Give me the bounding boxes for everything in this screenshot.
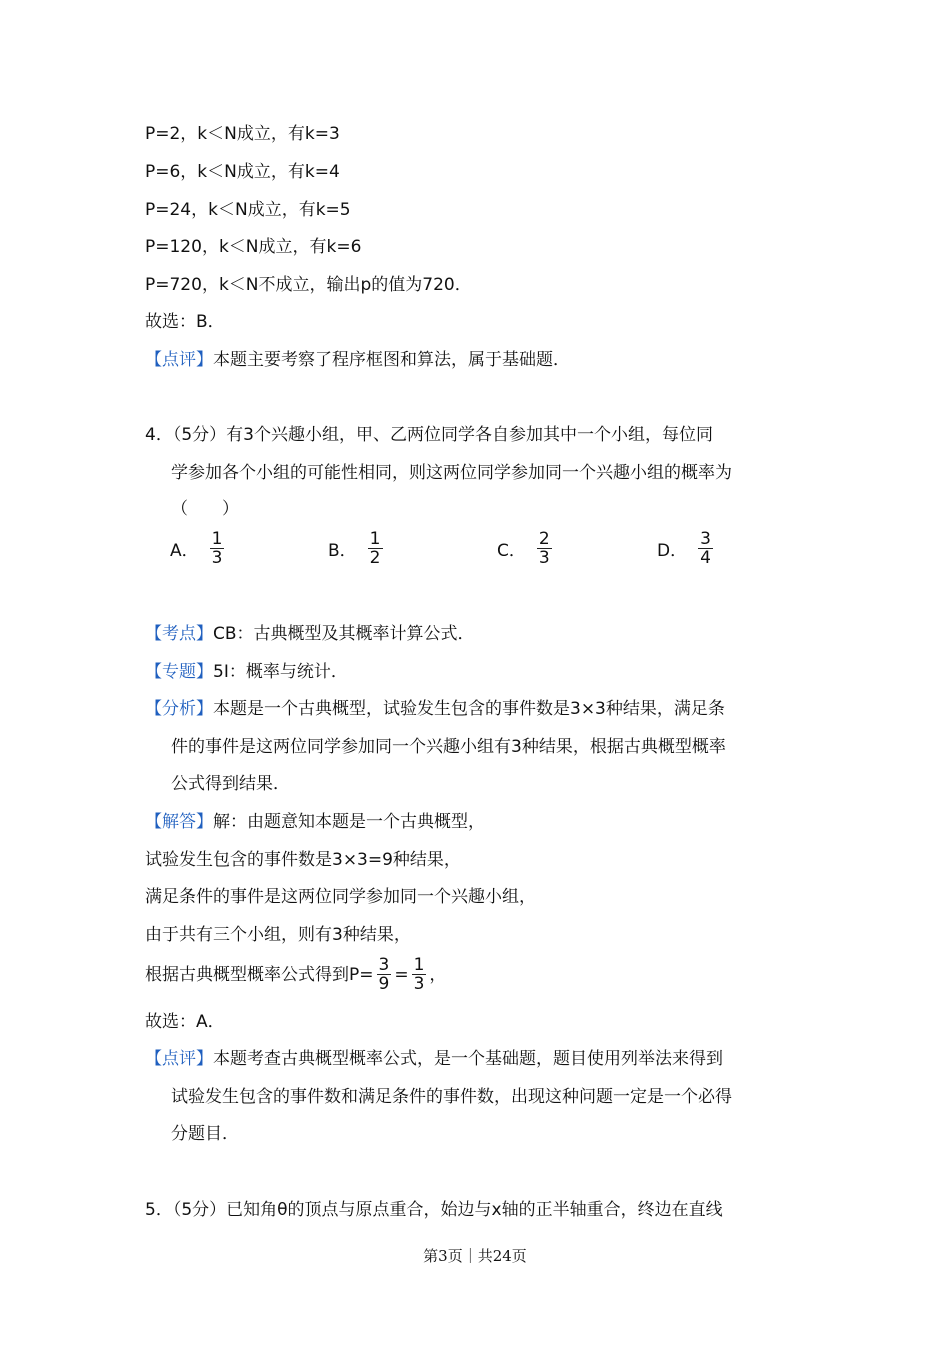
equals-sign: = bbox=[394, 964, 409, 985]
denominator: 3 bbox=[413, 974, 425, 994]
jieda-line-3: 满足条件的事件是这两位同学参加同一个兴趣小组， bbox=[145, 887, 536, 907]
denominator: 3 bbox=[211, 548, 223, 568]
kaodian-text: CB：古典概型及其概率计算公式． bbox=[213, 624, 475, 644]
q4-line-3: （ ） bbox=[171, 499, 239, 519]
numerator: 3 bbox=[378, 955, 390, 975]
fenxi-tag: 【分析】 bbox=[145, 699, 213, 719]
option-a bbox=[170, 530, 227, 567]
q4-line-2: 学参加各个小组的可能性相同，则这两位同学参加同一个兴趣小组的概率为 bbox=[171, 463, 732, 483]
review-text: 本题主要考察了程序框图和算法，属于基础题． bbox=[213, 350, 570, 370]
option-fraction bbox=[698, 530, 713, 567]
option-fraction bbox=[368, 530, 383, 567]
review-line-2: 试验发生包含的事件数和满足条件的事件数，出现这种问题一定是一个必得 bbox=[171, 1087, 732, 1107]
choice: 故选：A． bbox=[145, 1012, 225, 1032]
numerator: 3 bbox=[700, 529, 711, 549]
jieda-line-2: 试验发生包含的事件数是3×3=9种结果， bbox=[145, 850, 461, 870]
step-line: P=6，k＜N成立，有k=4 bbox=[145, 162, 340, 182]
step-line: P=720，k＜N不成立，输出p的值为720． bbox=[145, 275, 472, 295]
fenxi bbox=[145, 697, 725, 721]
formula-prefix: 根据古典概型概率公式得到P= bbox=[145, 964, 374, 985]
option-fraction bbox=[210, 530, 225, 567]
fenxi-line-3: 公式得到结果． bbox=[171, 774, 290, 794]
fenxi-line-2: 件的事件是这两位同学参加同一个兴趣小组有3种结果，根据古典概型概率 bbox=[171, 737, 726, 757]
numerator: 2 bbox=[538, 529, 550, 549]
zhuanti bbox=[145, 660, 348, 684]
zhuanti-tag: 【专题】 bbox=[145, 662, 213, 682]
option-label: A． bbox=[170, 541, 199, 561]
option-fraction bbox=[537, 530, 552, 567]
option-label: B． bbox=[328, 541, 357, 561]
review-line-3: 分题目． bbox=[171, 1124, 239, 1144]
page-footer: 第3页｜共24页 bbox=[423, 1247, 527, 1265]
option-label: C． bbox=[497, 541, 526, 561]
formula-suffix: ， bbox=[429, 964, 447, 985]
numerator: 1 bbox=[413, 955, 425, 975]
review bbox=[145, 1047, 723, 1071]
denominator: 4 bbox=[700, 548, 711, 568]
q5-line-1: 5．（5分）已知角θ的顶点与原点重合，始边与x轴的正半轴重合，终边在直线 bbox=[145, 1200, 723, 1220]
fenxi-line-1: 本题是一个古典概型，试验发生包含的事件数是3×3种结果，满足条 bbox=[213, 699, 725, 719]
kaodian bbox=[145, 622, 475, 646]
kaodian-tag: 【考点】 bbox=[145, 624, 213, 644]
step-line: P=2，k＜N成立，有k=3 bbox=[145, 124, 340, 144]
denominator: 9 bbox=[378, 974, 390, 994]
jieda-line-4: 由于共有三个小组，则有3种结果， bbox=[145, 925, 411, 945]
jieda bbox=[145, 810, 485, 834]
review-prev bbox=[145, 348, 570, 372]
fraction-3-9 bbox=[377, 956, 392, 993]
review-line-1: 本题考查古典概型概率公式，是一个基础题，题目使用列举法来得到 bbox=[213, 1049, 723, 1069]
denominator: 2 bbox=[369, 548, 381, 568]
jieda-line-5 bbox=[145, 956, 446, 993]
option-label: D． bbox=[657, 541, 688, 561]
choice-prev: 故选：B． bbox=[145, 312, 225, 332]
option-d bbox=[657, 530, 716, 567]
numerator: 1 bbox=[369, 529, 381, 549]
q4-line-1: 4．（5分）有3个兴趣小组，甲、乙两位同学各自参加其中一个小组，每位同 bbox=[145, 425, 713, 445]
jieda-tag: 【解答】 bbox=[145, 812, 213, 832]
fraction-1-3 bbox=[412, 956, 427, 993]
jieda-line-1: 解：由题意知本题是一个古典概型， bbox=[213, 812, 485, 832]
numerator: 1 bbox=[211, 529, 223, 549]
review-tag: 【点评】 bbox=[145, 350, 213, 370]
step-line: P=24，k＜N成立，有k=5 bbox=[145, 200, 351, 220]
denominator: 3 bbox=[538, 548, 550, 568]
step-line: P=120，k＜N成立，有k=6 bbox=[145, 237, 362, 257]
zhuanti-text: 5I：概率与统计． bbox=[213, 662, 348, 682]
review-tag: 【点评】 bbox=[145, 1049, 213, 1069]
option-c bbox=[497, 530, 555, 567]
option-b bbox=[328, 530, 386, 567]
